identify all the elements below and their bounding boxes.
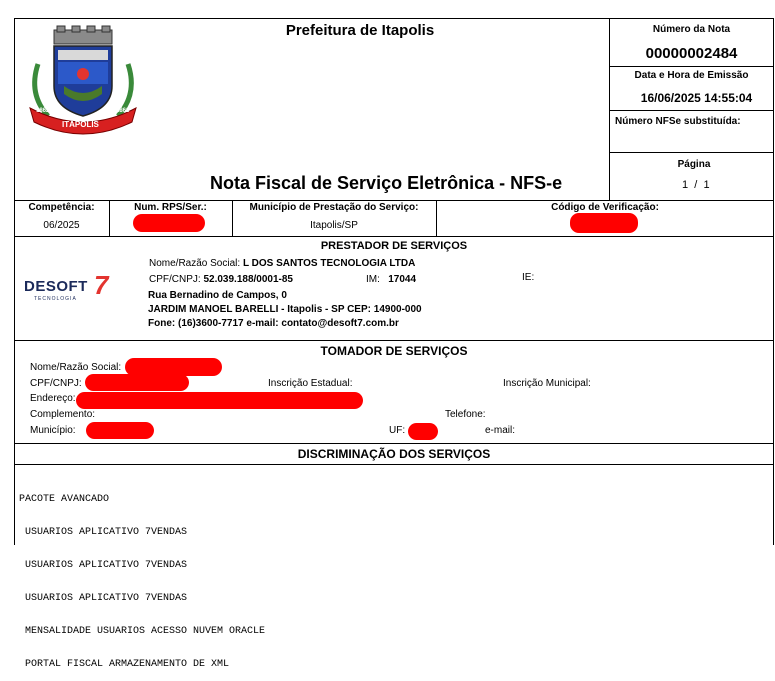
discriminacao-left-border bbox=[14, 464, 15, 545]
prestador-nome-label: Nome/Razão Social: bbox=[149, 258, 241, 269]
prestador-im: 17044 bbox=[388, 274, 417, 285]
substituida-label: Número NFSe substituída: bbox=[615, 116, 741, 127]
company-logo bbox=[24, 270, 124, 304]
numero-nota-label: Número da Nota bbox=[652, 24, 731, 35]
tomador-email-label: e-mail: bbox=[485, 425, 516, 436]
prestador-im-row bbox=[366, 274, 416, 285]
discriminacao-title: DISCRIMINAÇÃO DOS SERVIÇOS bbox=[297, 447, 491, 461]
service-line: USUARIOS APLICATIVO 7VENDAS bbox=[19, 593, 188, 604]
prestador-im-label: IM: bbox=[366, 274, 380, 285]
prestador-nome: L DOS SANTOS TECNOLOGIA LTDA bbox=[242, 258, 416, 269]
pagina-total: 1 bbox=[703, 179, 710, 191]
tomador-cpf-redaction bbox=[85, 374, 189, 391]
tomador-endereco-label: Endereço: bbox=[30, 393, 76, 404]
codigo-verificacao-label: Código de Verificação: bbox=[551, 202, 659, 213]
service-line: PACOTE AVANCADO bbox=[19, 494, 110, 505]
service-line: USUARIOS APLICATIVO 7VENDAS bbox=[19, 527, 188, 538]
tomador-title: TOMADOR DE SERVIÇOS bbox=[320, 344, 468, 358]
tomador-cpf-label: CPF/CNPJ: bbox=[30, 378, 82, 389]
emissao-value: 16/06/2025 14:55:04 bbox=[640, 91, 753, 105]
prestador-cpf-label: CPF/CNPJ: bbox=[149, 274, 201, 285]
prestador-endereco: Rua Bernadino de Campos, 0 bbox=[148, 290, 287, 301]
discriminacao-right-border bbox=[773, 464, 774, 545]
tomador-uf-redaction bbox=[408, 423, 438, 440]
municipality-name: Prefeitura de Itapolis bbox=[285, 22, 435, 39]
crest-banner-text: ITÁPOLIS bbox=[62, 120, 99, 129]
competencia-label: Competência: bbox=[28, 202, 95, 213]
tomador-municipio-label: Município: bbox=[30, 425, 76, 436]
tomador-telefone-label: Telefone: bbox=[445, 409, 486, 420]
pagina-value bbox=[682, 179, 710, 191]
prestador-bairro: JARDIM MANOEL BARELLI - Itapolis - SP CEP: 14900-000 bbox=[148, 304, 422, 315]
discriminacao-lines bbox=[19, 472, 265, 681]
pagina-atual: 1 bbox=[682, 179, 689, 191]
crest-year-left: 1862 bbox=[36, 108, 50, 114]
service-line: MENSALIDADE USUARIOS ACESSO NUVEM ORACLE bbox=[19, 626, 266, 637]
rps-label: Num. RPS/Ser.: bbox=[134, 202, 207, 213]
right-panel-divider-2 bbox=[609, 110, 774, 111]
right-panel-divider-1 bbox=[609, 66, 774, 67]
service-line: PORTAL FISCAL ARMAZENAMENTO DE XML bbox=[19, 659, 230, 670]
numero-nota: 00000002484 bbox=[645, 45, 738, 62]
crest bbox=[24, 24, 142, 140]
tomador-endereco-redaction bbox=[76, 392, 363, 409]
pagina-sep: / bbox=[694, 179, 698, 191]
emissao-label: Data e Hora de Emissão bbox=[634, 70, 749, 81]
document-title: Nota Fiscal de Serviço Eletrônica - NFS-e bbox=[210, 173, 563, 193]
prestador-contato: Fone: (16)3600-7717 e-mail: contato@desoft7.com.br bbox=[148, 318, 399, 329]
pagina-label: Página bbox=[677, 159, 711, 170]
logo-text: DESOFT bbox=[24, 278, 88, 295]
municipio-prestacao-label: Município de Prestação do Serviço: bbox=[249, 202, 419, 213]
tomador-complemento-label: Complemento: bbox=[30, 409, 96, 420]
service-line: USUARIOS APLICATIVO 7VENDAS bbox=[19, 560, 188, 571]
competencia-value: 06/2025 bbox=[43, 220, 80, 231]
prestador-title: PRESTADOR DE SERVIÇOS bbox=[320, 240, 468, 252]
tomador-ie-label: Inscrição Estadual: bbox=[268, 378, 353, 389]
municipio-prestacao-value: Itapolis/SP bbox=[310, 220, 358, 231]
tomador-im-label: Inscrição Municipal: bbox=[503, 378, 591, 389]
prestador-cpf: 52.039.188/0001-85 bbox=[203, 274, 293, 285]
prestador-cpf-row bbox=[149, 274, 293, 285]
tomador-municipio-redaction bbox=[86, 422, 154, 439]
tomador-nome-label: Nome/Razão Social: bbox=[30, 362, 122, 373]
prestador-nome-row bbox=[149, 258, 415, 269]
logo-number: 7 bbox=[94, 270, 109, 300]
logo-sub: TECNOLOGIA bbox=[34, 296, 77, 302]
rps-redaction bbox=[133, 214, 205, 232]
codigo-verificacao-redaction bbox=[570, 213, 638, 233]
right-panel-divider-3 bbox=[609, 152, 774, 153]
crest-year-right: 1862 bbox=[116, 108, 130, 114]
prestador-ie-label: IE: bbox=[522, 272, 535, 283]
tomador-uf-label: UF: bbox=[389, 425, 406, 436]
